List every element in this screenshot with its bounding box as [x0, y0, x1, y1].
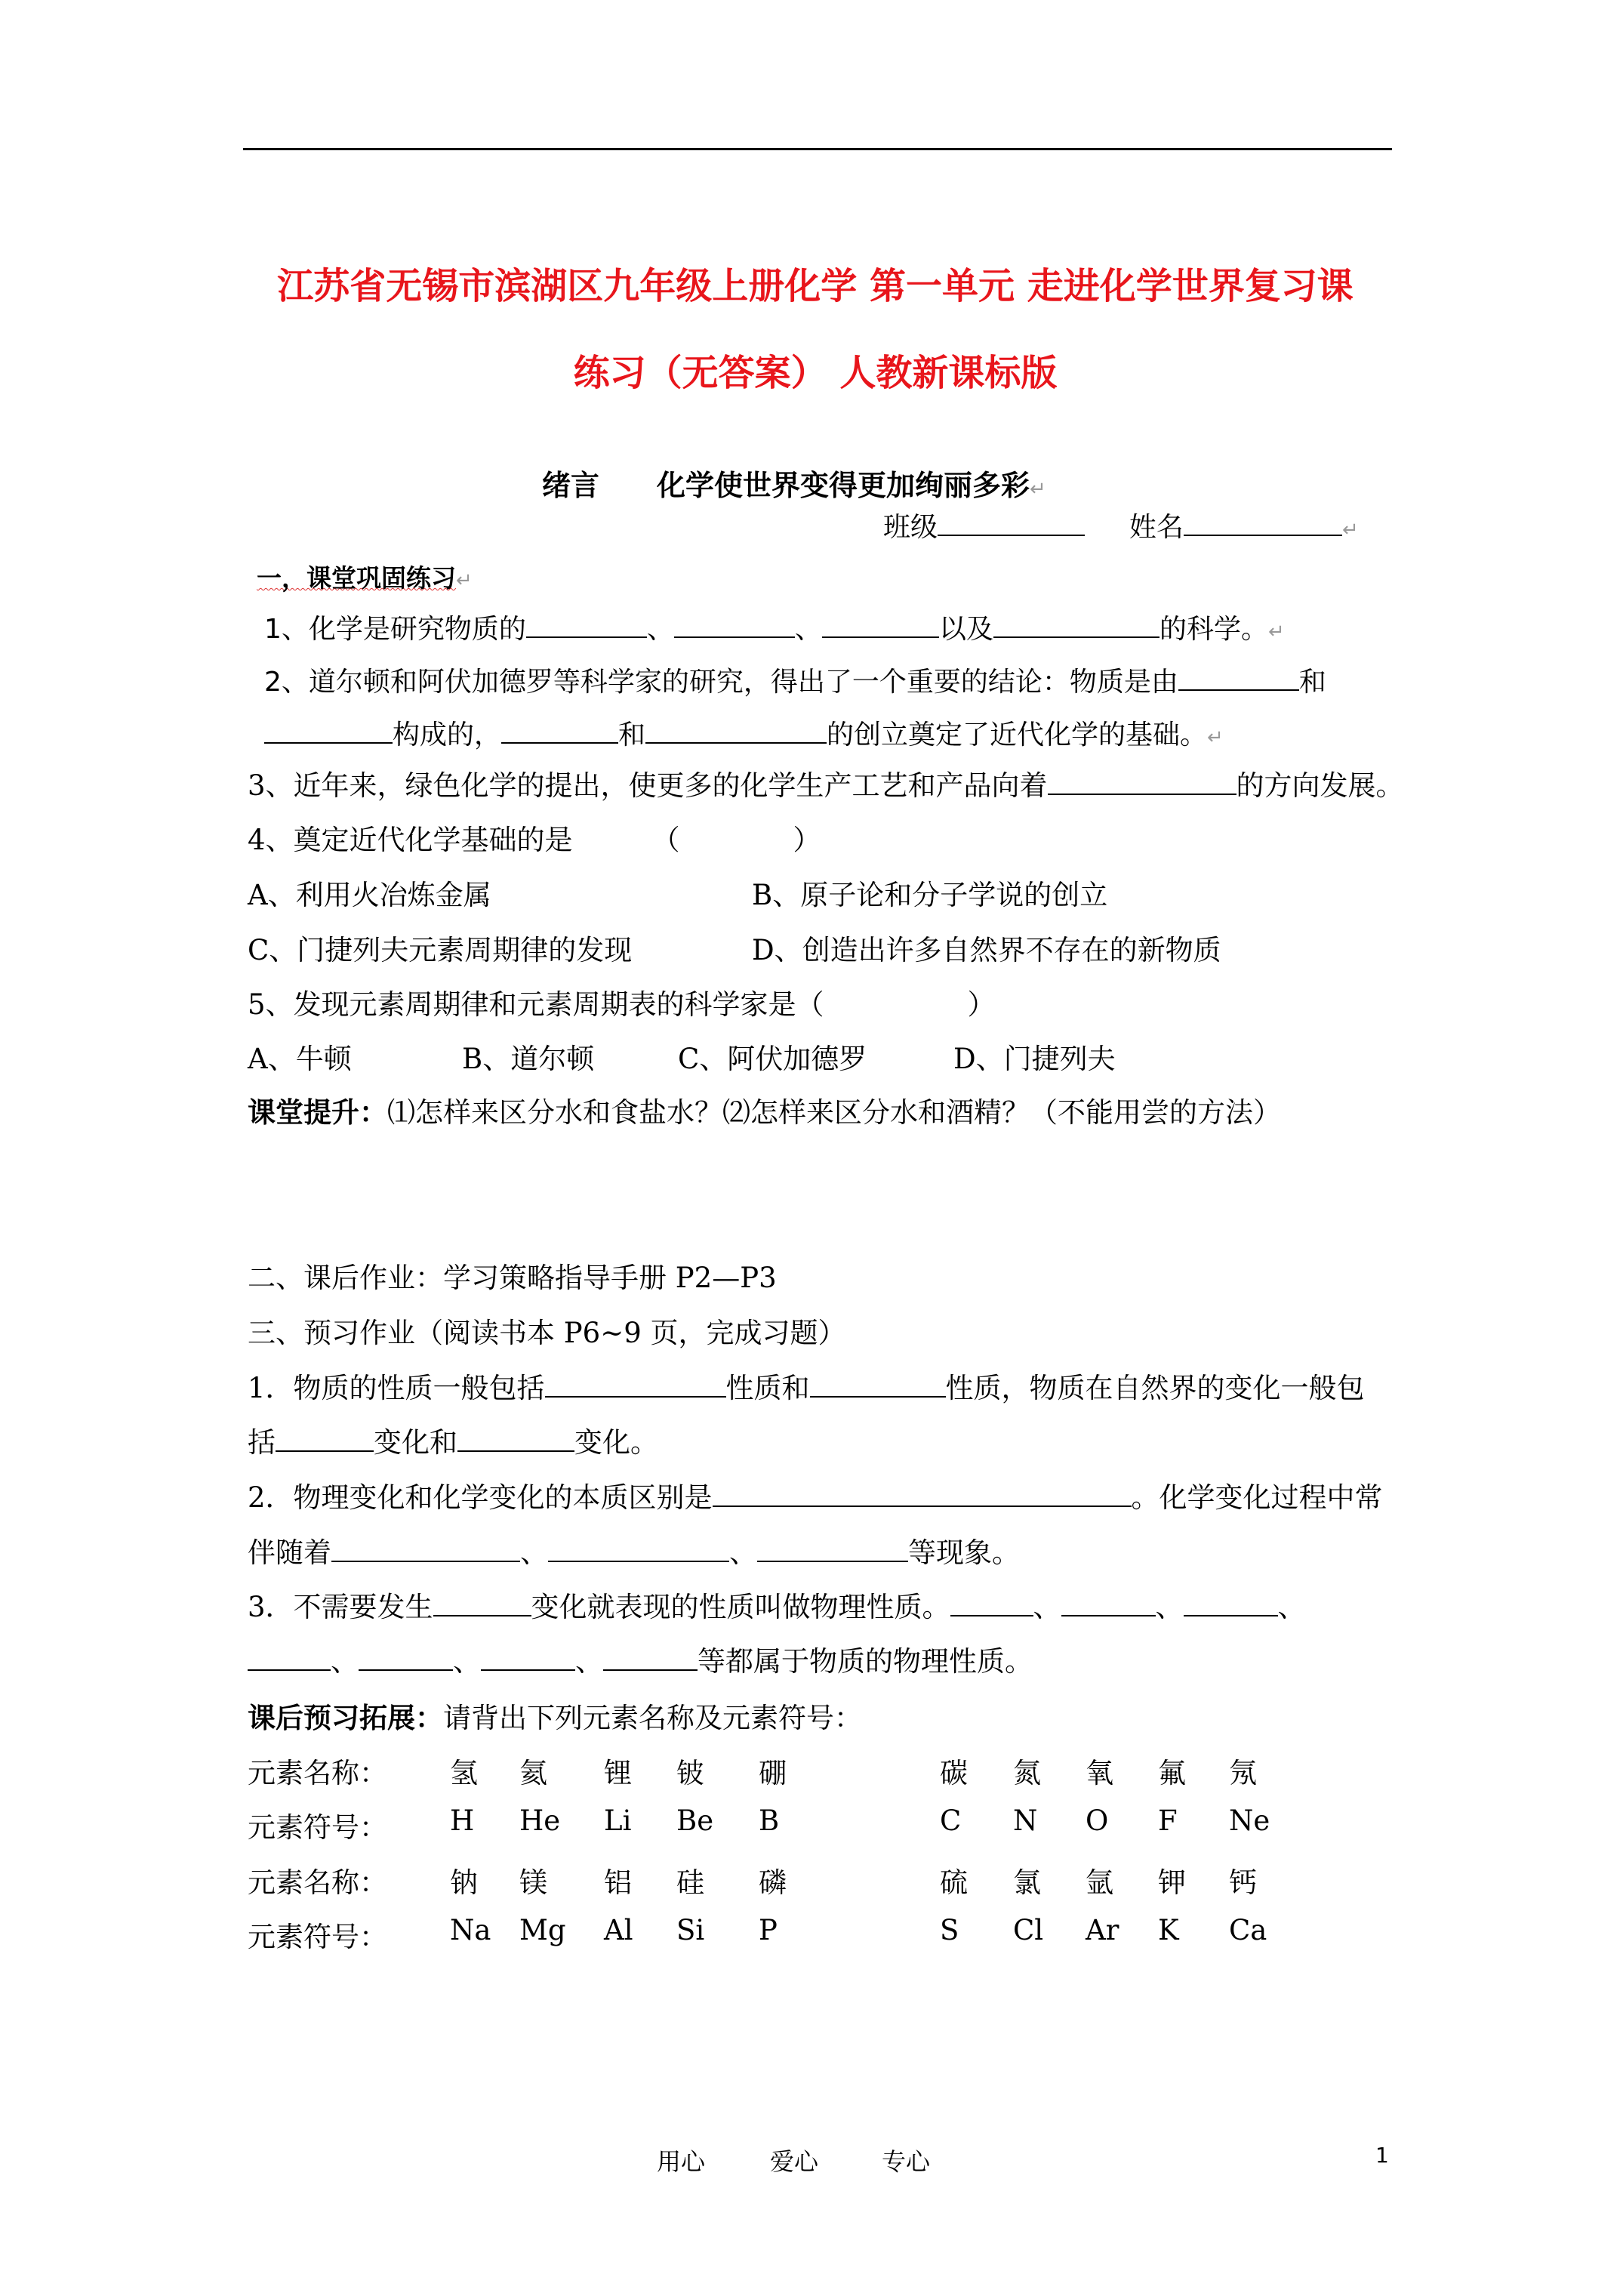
- element-symbol-r1-c8: O: [1086, 1804, 1109, 1837]
- s3-q1-c: 性质，物质在自然界的变化一般包: [945, 1372, 1365, 1404]
- s1-q2-line2: 构成的， 和 的创立奠定了近代化学的基础。↵: [264, 713, 1224, 752]
- s3-q3-line2: [248, 1638, 1033, 1679]
- s1-q4-opt-a: A、利用火冶炼金属: [248, 879, 491, 911]
- element-name-r2-c3: 铝: [604, 1866, 632, 1899]
- s3-q1-blank-1[interactable]: [545, 1370, 726, 1398]
- element-name-r1-c9: 氟: [1158, 1757, 1186, 1789]
- s3-q2-d: 、: [520, 1536, 548, 1569]
- s3-q3-sep-5: 、: [453, 1645, 481, 1678]
- intro-heading-text: 绪言 化学使世界变得更加绚丽多彩: [542, 469, 1030, 502]
- row-label-symbols-2: 元素符号：: [248, 1921, 387, 1953]
- s1-q2-blank-1[interactable]: [1178, 664, 1299, 691]
- s3-q1-f: 变化。: [574, 1426, 658, 1459]
- s3-q3-c: 等都属于物质的物理性质。: [698, 1645, 1033, 1678]
- s3-q2-line1: [248, 1475, 1383, 1515]
- element-symbol-r1-c5: B: [759, 1804, 780, 1837]
- s1-q1-sep-2: 、: [794, 614, 822, 645]
- s1-q4-paren-close: ）: [793, 824, 821, 856]
- element-name-r1-c2: 氦: [519, 1757, 547, 1789]
- s1-q1: 1、化学是研究物质的 、 、 以及 的科学。↵: [264, 608, 1285, 646]
- s3-q3-blank-1[interactable]: [433, 1589, 531, 1616]
- s1-q1-sep-1: 、: [646, 614, 674, 645]
- element-symbol-r2-c1: Na: [450, 1914, 491, 1946]
- elements-intro-instruction: 请背出下列元素名称及元素符号：: [443, 1702, 862, 1734]
- s1-q5-stem: [248, 982, 996, 1022]
- class-name-line: 班级 姓名 ↵: [883, 506, 1359, 544]
- row-label-names-2: 元素名称：: [248, 1866, 387, 1899]
- element-name-r1-c1: 氢: [450, 1757, 478, 1789]
- s1-q1-text-a: 1、化学是研究物质的: [264, 614, 526, 645]
- s3-q3-b: 变化就表现的性质叫做物理性质。: [531, 1591, 950, 1623]
- page-number: 1: [1375, 2143, 1389, 2168]
- s3-q1-a: 1．物质的性质一般包括: [248, 1372, 545, 1404]
- s3-q3-blank-5[interactable]: [248, 1644, 331, 1671]
- element-name-r1-c4: 铍: [676, 1757, 704, 1789]
- s1-q3: [248, 763, 1404, 803]
- s3-q3-sep-6: 、: [575, 1645, 603, 1678]
- element-symbol-r1-c4: Be: [676, 1804, 714, 1837]
- s1-extension-label: 课堂提升：: [248, 1096, 387, 1129]
- s1-q5-stem-text: 5、发现元素周期律和元素周期表的科学家是（: [248, 988, 824, 1021]
- s3-q1-blank-4[interactable]: [457, 1425, 574, 1452]
- s1-q4-opt-d: D、创造出许多自然界不存在的新物质: [752, 934, 1221, 966]
- s1-extension: [248, 1089, 1281, 1130]
- s1-q4-paren-open: （: [651, 824, 680, 856]
- s1-q1-blank-3[interactable]: [822, 611, 939, 638]
- element-symbol-r2-c9: K: [1158, 1914, 1179, 1946]
- element-symbol-r1-c7: N: [1013, 1804, 1038, 1837]
- element-symbol-r2-c4: Si: [676, 1914, 705, 1946]
- element-symbol-r1-c1: H: [450, 1804, 475, 1837]
- section1-heading: 一，课堂巩固练习↵: [257, 563, 473, 593]
- section2-text: 二、课后作业：学习策略指导手册 P2—P3: [248, 1262, 777, 1294]
- s1-q1-blank-4[interactable]: [993, 611, 1160, 638]
- elements-intro-label: 课后预习拓展：: [248, 1701, 443, 1734]
- s3-q3-blank-6[interactable]: [359, 1644, 453, 1671]
- element-name-r2-c8: 氩: [1086, 1866, 1113, 1899]
- footer-left: 用心: [657, 2147, 706, 2176]
- element-name-r2-c4: 硅: [676, 1866, 704, 1899]
- s1-q5-paren-close: ）: [967, 988, 996, 1021]
- s1-q5-opt-d: D、门捷列夫: [953, 1043, 1116, 1075]
- element-name-r1-c6: 碳: [940, 1757, 968, 1789]
- s1-q1-text-c: 的科学。: [1159, 614, 1268, 645]
- elements-intro: [248, 1695, 862, 1736]
- element-name-r1-c7: 氮: [1013, 1757, 1041, 1789]
- name-label: 姓名: [1129, 512, 1184, 543]
- title-line-2: 练习（无答案） 人教新课标版: [573, 352, 1058, 394]
- s3-q3-sep-4: 、: [331, 1645, 359, 1678]
- element-name-r1-c3: 锂: [604, 1757, 632, 1789]
- s1-q3-text-a: 3、近年来，绿色化学的提出，使更多的化学生产工艺和产品向着: [248, 769, 1048, 802]
- section3-heading: 三、预习作业（阅读书本 P6~9 页，完成习题）: [248, 1317, 846, 1349]
- s1-q5-opt-b: B、道尔顿: [462, 1043, 595, 1075]
- element-name-r2-c9: 钾: [1158, 1866, 1186, 1899]
- element-name-r2-c7: 氯: [1013, 1866, 1041, 1899]
- intro-heading: 绪言 化学使世界变得更加绚丽多彩↵: [542, 469, 1046, 502]
- s3-q2-c: 伴随着: [248, 1536, 331, 1569]
- s1-q2-text-b: 和: [1298, 667, 1326, 698]
- s3-q3-sep-1: 、: [1033, 1591, 1061, 1623]
- s1-q3-blank[interactable]: [1048, 768, 1236, 795]
- s1-q2-line1: [264, 661, 1326, 699]
- s3-q3-blank-8[interactable]: [603, 1644, 698, 1671]
- element-name-r1-c8: 氧: [1086, 1757, 1113, 1789]
- element-name-r1-c5: 硼: [759, 1757, 787, 1789]
- element-name-r2-c6: 硫: [940, 1866, 968, 1899]
- s1-q4-stem-text: 4、奠定近代化学基础的是: [248, 824, 573, 856]
- element-symbol-r2-c8: Ar: [1086, 1914, 1119, 1946]
- s3-q2-f: 等现象。: [908, 1536, 1020, 1569]
- s3-q3-sep-3: 、: [1277, 1591, 1306, 1623]
- row-label-names-1: 元素名称：: [248, 1757, 387, 1789]
- s1-q2-text-a: 2、道尔顿和阿伏加德罗等科学家的研究，得出了一个重要的结论：物质是由: [264, 667, 1178, 698]
- s3-q1-d: 括: [248, 1426, 276, 1459]
- s1-q2-blank-2[interactable]: [264, 717, 393, 744]
- s3-q2-blank-2[interactable]: [331, 1535, 520, 1562]
- element-name-r1-c10: 氖: [1229, 1757, 1257, 1789]
- s1-q1-blank-2[interactable]: [674, 611, 795, 638]
- element-symbol-r2-c10: Ca: [1229, 1914, 1267, 1946]
- element-symbol-r2-c3: Al: [604, 1914, 633, 1946]
- s3-q1-blank-3[interactable]: [276, 1425, 374, 1452]
- element-name-r2-c1: 钠: [450, 1866, 478, 1899]
- title-line-1: 江苏省无锡市滨湖区九年级上册化学 第一单元 走进化学世界复习课: [277, 265, 1354, 307]
- element-symbol-r2-c7: Cl: [1013, 1914, 1044, 1946]
- s3-q3-sep-2: 、: [1155, 1591, 1184, 1623]
- s1-q5-opt-a: A、牛顿: [248, 1043, 352, 1075]
- element-symbol-r1-c9: F: [1158, 1804, 1178, 1837]
- row-label-symbols-1: 元素符号：: [248, 1811, 387, 1844]
- s3-q3-line1: [248, 1584, 1306, 1625]
- s3-q2-blank-4[interactable]: [757, 1535, 908, 1562]
- header-rule: [243, 148, 1392, 150]
- s1-q5-opt-c: C、阿伏加德罗: [678, 1043, 867, 1075]
- element-symbol-r1-c2: He: [519, 1804, 561, 1837]
- class-label: 班级: [883, 512, 938, 543]
- element-symbol-r2-c2: Mg: [519, 1914, 566, 1946]
- s1-q2-text-d: 和: [618, 720, 646, 750]
- s3-q3-a: 3．不需要发生: [248, 1591, 433, 1623]
- element-symbol-r1-c6: C: [940, 1804, 962, 1837]
- s3-q1-blank-2[interactable]: [810, 1370, 946, 1398]
- element-symbol-r1-c3: Li: [604, 1804, 632, 1837]
- class-blank[interactable]: [938, 509, 1085, 536]
- s1-q3-text-b: 的方向发展。: [1236, 769, 1404, 802]
- s3-q2-a: 2．物理变化和化学变化的本质区别是: [248, 1481, 713, 1514]
- s1-q2-blank-4[interactable]: [645, 717, 827, 744]
- name-blank[interactable]: [1184, 509, 1342, 536]
- s3-q1-line2: [248, 1419, 658, 1460]
- s1-q2-blank-3[interactable]: [501, 717, 618, 744]
- s3-q2-line2: [248, 1530, 1020, 1570]
- element-name-r2-c10: 钙: [1229, 1866, 1257, 1899]
- section1-heading-text: 一，课堂巩固练习: [257, 563, 456, 593]
- footer-middle: 爱心: [770, 2147, 819, 2176]
- s1-extension-text: ⑴怎样来区分水和食盐水？⑵怎样来区分水和酒精？（不能用尝的方法）: [387, 1096, 1281, 1129]
- s3-q2-blank-1[interactable]: [713, 1480, 1132, 1507]
- footer-right: 专心: [882, 2147, 931, 2176]
- s1-q2-text-e: 的创立奠定了近代化学的基础。: [827, 720, 1208, 750]
- s1-q4-opt-b: B、原子论和分子学说的创立: [752, 879, 1108, 911]
- s1-q1-text-b: 以及: [938, 614, 993, 645]
- s1-q1-blank-1[interactable]: [526, 611, 647, 638]
- s3-q2-e: 、: [729, 1536, 757, 1569]
- s1-q4-opt-c: C、门捷列夫元素周期律的发现: [248, 934, 633, 966]
- s1-q2-text-c: 构成的，: [393, 720, 502, 750]
- s3-q3-blank-7[interactable]: [481, 1644, 575, 1671]
- s3-q1-line1: [248, 1365, 1365, 1406]
- s3-q2-blank-3[interactable]: [548, 1535, 729, 1562]
- s3-q1-e: 变化和: [374, 1426, 457, 1459]
- element-symbol-r2-c5: P: [759, 1914, 778, 1946]
- s3-q3-blank-4[interactable]: [1184, 1589, 1278, 1616]
- s1-q4-stem: [248, 817, 821, 858]
- element-symbol-r2-c6: S: [940, 1914, 959, 1946]
- s3-q2-b: 。化学变化过程中常: [1131, 1481, 1383, 1514]
- s3-q3-blank-3[interactable]: [1061, 1589, 1156, 1616]
- s3-q3-blank-2[interactable]: [950, 1589, 1033, 1616]
- element-symbol-r1-c10: Ne: [1229, 1804, 1270, 1837]
- element-name-r2-c5: 磷: [759, 1866, 787, 1899]
- s3-q1-b: 性质和: [725, 1372, 810, 1404]
- element-name-r2-c2: 镁: [519, 1866, 547, 1899]
